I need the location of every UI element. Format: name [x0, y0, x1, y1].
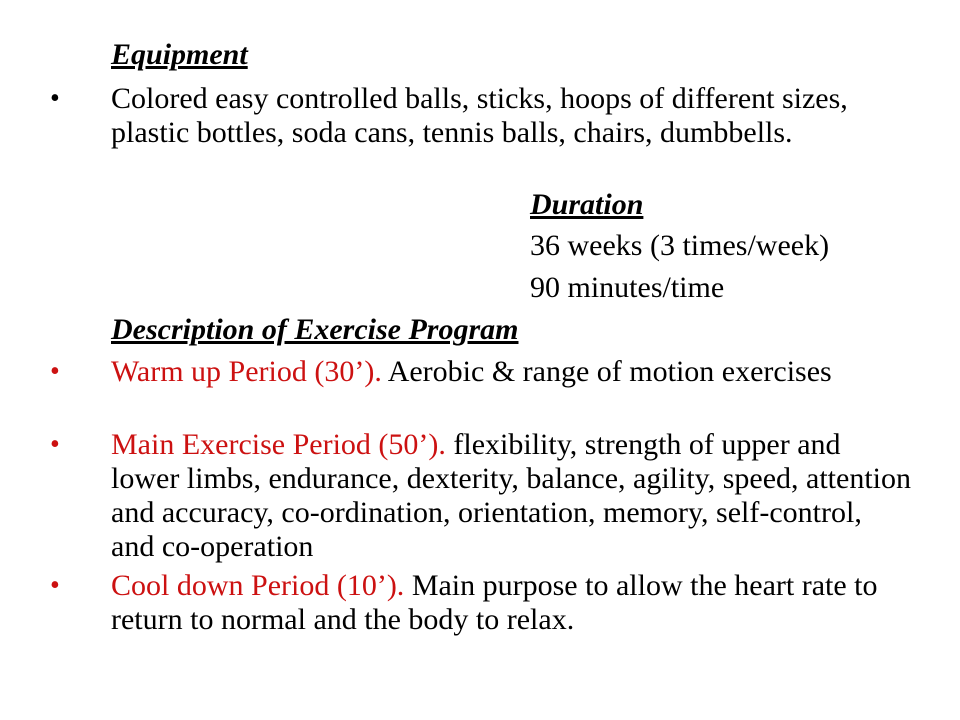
- warmup-text: Aerobic & range of motion exercises: [381, 355, 832, 388]
- cooldown-label: Cool down Period (10’).: [111, 569, 405, 602]
- main-exercise-item: [111, 428, 911, 564]
- duration-heading: Duration: [530, 188, 644, 221]
- duration-minutes: 90 minutes/time: [530, 271, 725, 304]
- warmup-label: Warm up Period (30’).: [111, 355, 382, 388]
- main-exercise-bullet: •: [50, 429, 60, 460]
- warmup-bullet: •: [50, 356, 60, 387]
- cooldown-text: Main purpose to allow the heart rate to return to normal and the body to relax.: [111, 569, 878, 636]
- duration-weeks: 36 weeks (3 times/week): [530, 229, 830, 262]
- main-exercise-label: Main Exercise Period (50’).: [111, 428, 446, 461]
- cooldown-item: [111, 569, 911, 637]
- equipment-heading: Equipment: [111, 38, 248, 71]
- warmup-item: [111, 355, 911, 389]
- equipment-bullet: •: [50, 83, 60, 114]
- main-exercise-text: flexibility, strength of upper and lower limbs, endurance, dexterity, balance, agility, speed, attention and accuracy, co-ordination, orientation, memory, self-control, and co-operation: [111, 428, 911, 563]
- description-heading: Description of Exercise Program: [111, 313, 519, 346]
- cooldown-bullet: •: [50, 570, 60, 601]
- equipment-text: Colored easy controlled balls, sticks, hoops of different sizes, plastic bottles, soda cans, tennis balls, chairs, dumbbells.: [111, 82, 848, 149]
